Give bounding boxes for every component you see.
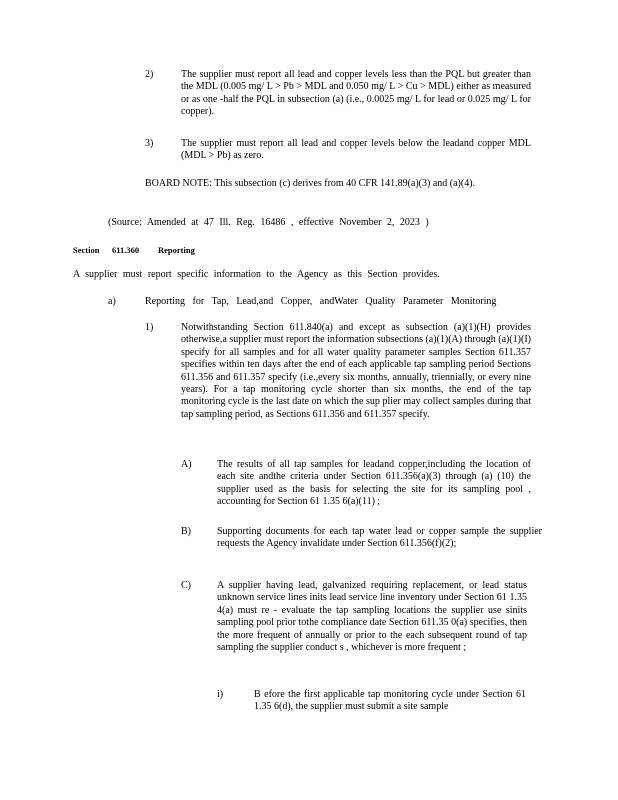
sub-item-b-text: Supporting documents for each tap water lead or copper sample the supplier requests the Agency invalidate under Section 611.356(f)(2);	[217, 526, 542, 550]
source-note: (Source: Amended at 47 Ill. Reg. 16486 , effective November 2, 2023 )	[108, 217, 429, 228]
sub-item-c-text: A supplier having lead, galvanized requiring replacement, or lead status unknown service lines inits lead service line inventory under Section 61 1.35 4(a) must re - evaluate the tap sampling locations the supplier use sinits sampling pool prior tothe compliance date Section 611.35 0(a) specifies, then the more frequent of annually or prior to the each subsequent round of tap sampling the supplier conduct s , whichever is more frequent ;	[217, 580, 527, 654]
para-1-text: Notwithstanding Section 611.840(a) and except as subsection (a)(1)(H) provides otherwise,a supplier must report the information subsections (a)(1)(A) through (a)(1)(I) specify for all samples and for all water quality parameter samples Section 611.357 specifies within ten days after the end of each applicable tap sampling period Sections 611.356 and 611.357 specify (i.e.,every six months, annually, triennially, or every nine years). For a tap monitoring cycle shorter than six months, the end of the tap monitoring cycle is the last date on which the sup plier may collect samples during that tap sampling period, as Sections 611.356 and 611.357 specify.	[181, 322, 531, 420]
sub-item-a-text: The results of all tap samples for leadand copper,including the location of each site andthe criteria under Section 611.356(a)(3) through (a) (10) the supplier used as the basis for selecting the site for its sampling pool , accounting for Section 61 1.35 6(a)(11) ;	[217, 459, 531, 508]
item-2-text: The supplier must report all lead and copper levels less than the PQL but greater than the MDL (0.005 mg/ L > Pb > MDL and 0.050 mg/ L > Cu > MDL) either as measured or as one -half the PQL in subsection (a) (i.e., 0.0025 mg/ L for lead or 0.025 mg/ L for copper).	[181, 69, 531, 118]
section-word: Section	[73, 245, 100, 255]
subsection-a-heading: Reporting for Tap, Lead,and Copper, andWater Quality Parameter Monitoring	[145, 296, 497, 307]
roman-item-i-text: B efore the first applicable tap monitoring cycle under Section 61 1.35 6(d), the supplier must submit a site sample	[254, 689, 526, 713]
sub-item-a-label: A)	[181, 459, 192, 470]
section-number: 611.360	[112, 245, 140, 255]
intro-text: A supplier must report specific information to the Agency as this Section provides.	[73, 269, 440, 280]
item-3-label: 3)	[145, 138, 154, 149]
roman-item-i-label: i)	[217, 689, 224, 700]
sub-item-c-label: C)	[181, 580, 191, 591]
item-2-label: 2)	[145, 69, 154, 80]
para-1-label: 1)	[145, 322, 154, 333]
board-note: BOARD NOTE: This subsection (c) derives from 40 CFR 141.89(a)(3) and (a)(4).	[145, 178, 476, 189]
subsection-a-label: a)	[108, 296, 116, 307]
item-3-text: The supplier must report all lead and copper levels below the leadand copper MDL (MDL > Pb) as zero.	[181, 138, 531, 162]
section-title: Reporting	[158, 245, 195, 255]
sub-item-b-label: B)	[181, 526, 191, 537]
